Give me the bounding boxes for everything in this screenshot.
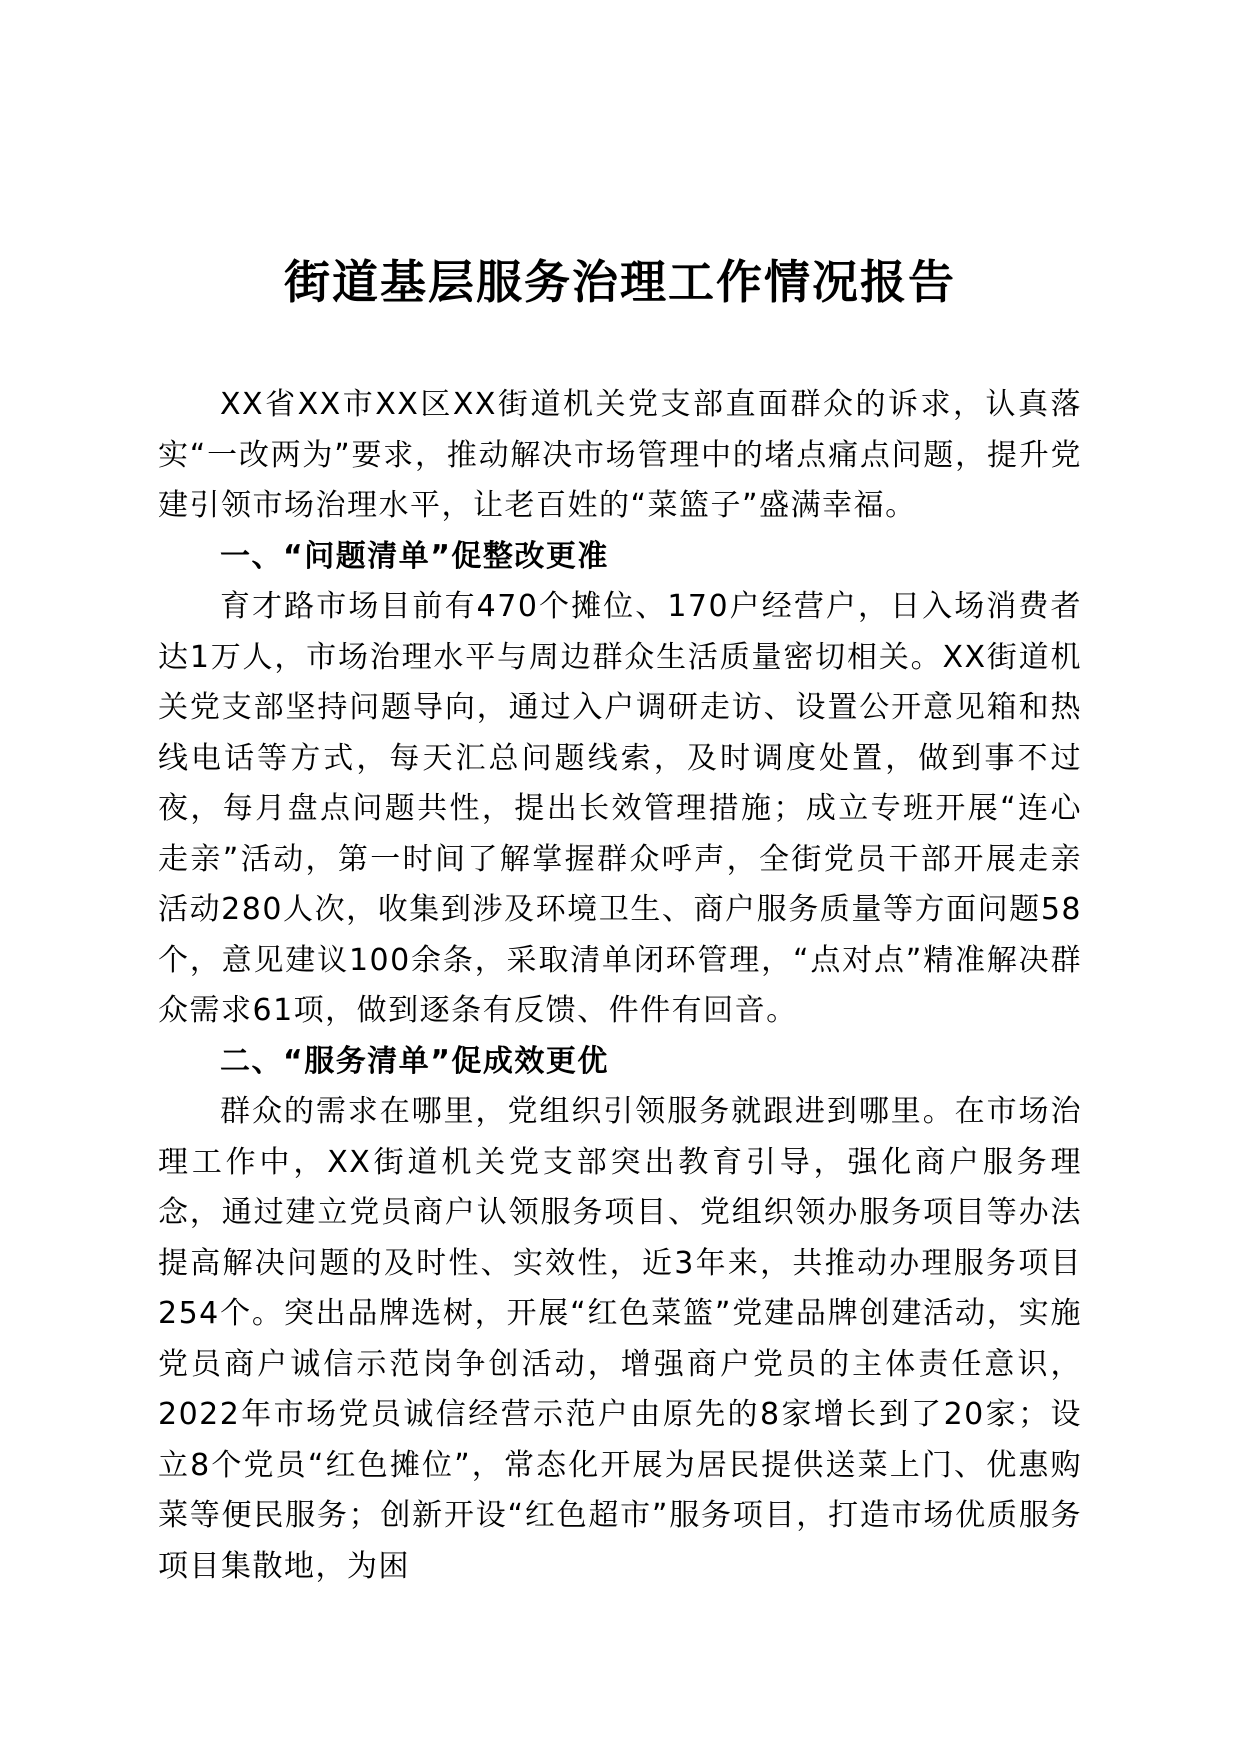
document-body <box>158 380 1082 1592</box>
section-heading-1: 一、“问题清单”促整改更准 <box>220 538 609 574</box>
page-title: 街道基层服务治理工作情况报告 <box>284 255 956 309</box>
section-paragraph-1: 育才路市场目前有470个摊位、170户经营户，日入场消费者达1万人，市场治理水平与周边群众生活质量密切相关。XX街道机关党支部坚持问题导向，通过入户调研走访、设置公开意见箱和热线电话等方式，每天汇总问题线索，及时调度处置，做到事不过夜，每月盘点问题共性，提出长效管理措施；成立专班开展“连心走亲”活动，第一时间了解掌握群众呼声，全街党员干部开展走亲活动280人次，收集到涉及环境卫生、商户服务质量等方面问题58个，意见建议100余条，采取清单闭环管理，“点对点”精准解决群众需求61项，做到逐条有反馈、件件有回音。 <box>158 589 1082 1028</box>
section-paragraph-2: 群众的需求在哪里，党组织引领服务就跟进到哪里。在市场治理工作中，XX街道机关党支部突出教育引导，强化商户服务理念，通过建立党员商户认领服务项目、党组织领办服务项目等办法提高解决问题的及时性、实效性，近3年来，共推动办理服务项目254个。突出品牌选树，开展“红色菜篮”党建品牌创建活动，实施党员商户诚信示范岗争创活动，增强商户党员的主体责任意识，2022年市场党员诚信经营示范户由原先的8家增长到了20家；设立8个党员“红色摊位”，常态化开展为居民提供送菜上门、优惠购菜等便民服务；创新开设“红色超市”服务项目，打造市场优质服务项目集散地，为困 <box>158 1094 1082 1584</box>
intro-paragraph: XX省XX市XX区XX街道机关党支部直面群众的诉求，认真落实“一改两为”要求，推动解决市场管理中的堵点痛点问题，提升党建引领市场治理水平，让老百姓的“菜篮子”盛满幸福。 <box>158 387 1082 523</box>
section-heading-2: 二、“服务清单”促成效更优 <box>220 1043 609 1079</box>
